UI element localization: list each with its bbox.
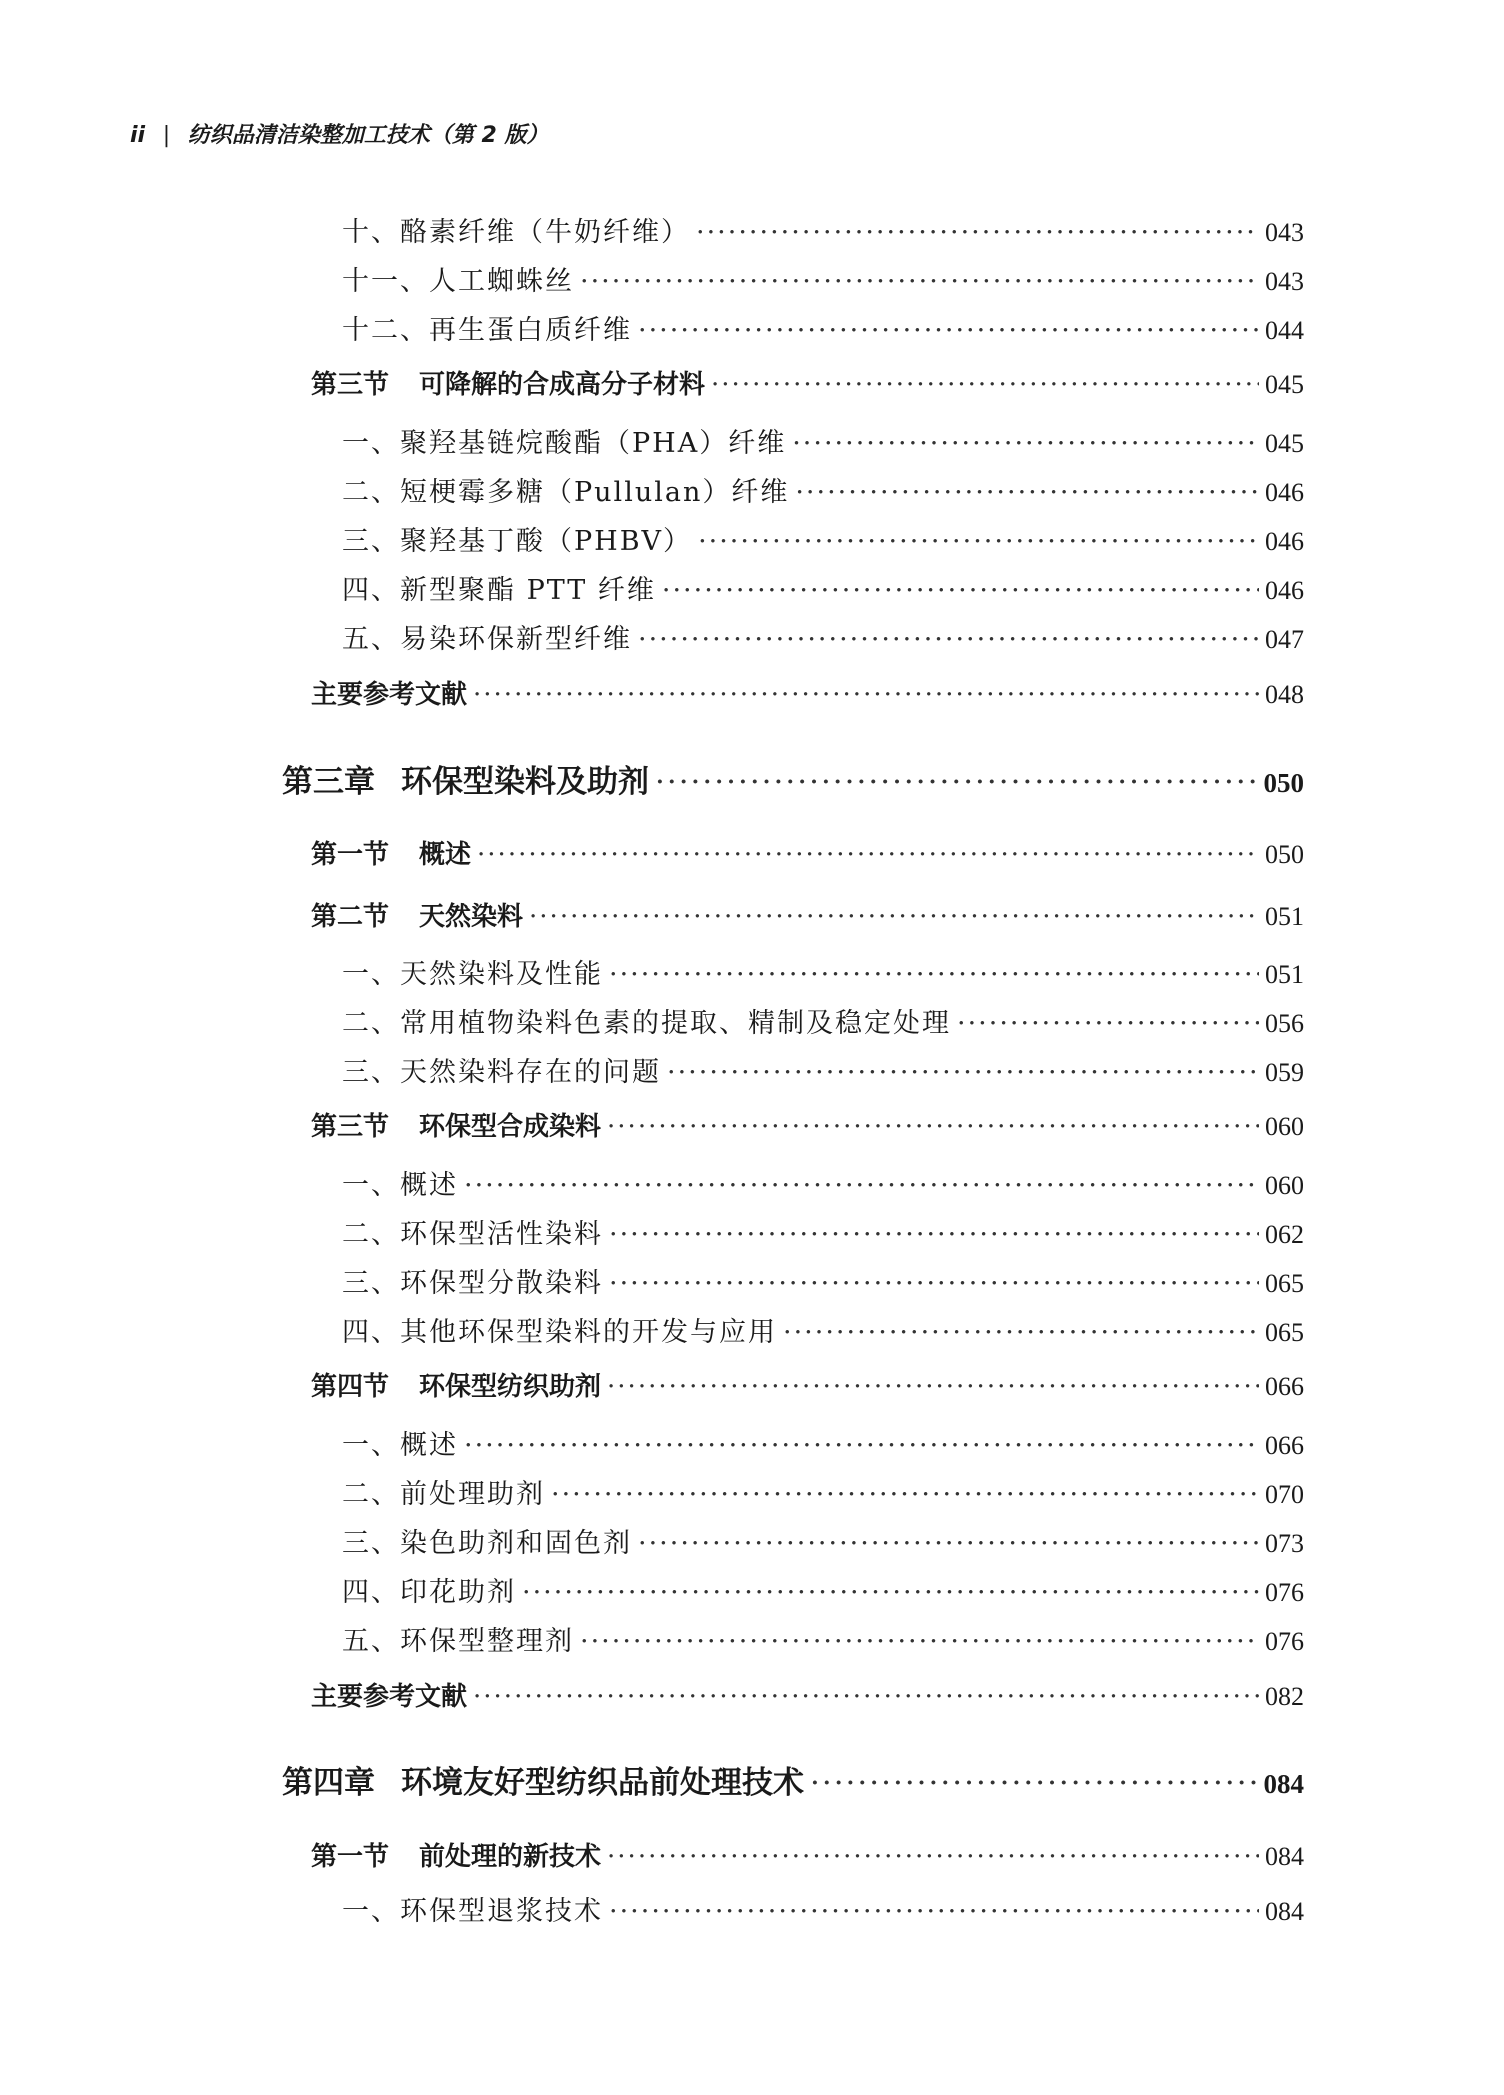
toc-page-number: 047: [1265, 625, 1304, 654]
toc-section-row: [311, 364, 1304, 401]
toc-page-number: 066: [1265, 1372, 1304, 1401]
dot-leader: [551, 1479, 1259, 1510]
dot-leader: [464, 1170, 1259, 1201]
toc-page-number: 059: [1265, 1058, 1304, 1087]
toc-entry-label: 五、易染环保新型纤维: [342, 624, 632, 655]
toc-entry-label: 一、环保型退浆技术: [342, 1896, 603, 1927]
toc-entry-label: 主要参考文献: [311, 1682, 468, 1712]
toc-entry-title: [311, 364, 705, 401]
toc-entry-label: 四、新型聚酯 PTT 纤维: [342, 575, 656, 606]
dot-leader: [667, 1057, 1259, 1088]
toc-item-row: [342, 1212, 1304, 1251]
toc-entry-title: [311, 896, 523, 933]
toc-entry-title: [342, 1889, 603, 1928]
section-number: 第二节: [311, 902, 390, 932]
dot-leader: [609, 1268, 1259, 1299]
toc-entry-label: 一、概述: [342, 1430, 458, 1461]
toc-entry-label: 四、印花助剂: [342, 1577, 516, 1608]
section-number: 第三节: [311, 370, 390, 400]
toc-entry-title: [342, 259, 574, 298]
toc-entry-label: 十、酪素纤维（牛奶纤维）: [342, 217, 690, 248]
toc-item-row: [342, 1472, 1304, 1511]
dot-leader: [580, 1626, 1259, 1657]
toc-entry-title: [311, 1676, 467, 1713]
toc-page-number: 050: [1265, 840, 1304, 869]
dot-leader: [696, 217, 1259, 248]
dot-leader: [580, 266, 1259, 297]
section-number: 第一节: [311, 1842, 390, 1872]
page-number: ii: [130, 123, 146, 148]
toc-entry-title: [342, 1001, 951, 1040]
dot-leader: [810, 1765, 1258, 1801]
toc-entry-title: [342, 308, 632, 347]
toc-entry-label: 二、环保型活性染料: [342, 1219, 603, 1250]
toc-page-number: 065: [1265, 1269, 1304, 1298]
toc-entry-label: 三、环保型分散染料: [342, 1268, 603, 1299]
toc-entry-title: [342, 1570, 516, 1609]
toc-page-number: 084: [1265, 1842, 1304, 1871]
toc-item-row: [342, 308, 1304, 347]
dot-leader: [609, 1219, 1259, 1250]
toc-entry-title: [311, 1836, 601, 1873]
dot-leader: [609, 959, 1259, 990]
toc-entry-label: 一、天然染料及性能: [342, 959, 603, 990]
toc-entry-label: 可降解的合成高分子材料: [419, 370, 706, 400]
toc-entry-title: [342, 421, 786, 460]
toc-chapter-row: [282, 1757, 1304, 1802]
toc-entry-label: 四、其他环保型染料的开发与应用: [342, 1317, 777, 1348]
toc-entry-label: 天然染料: [419, 902, 524, 932]
toc-entry-label: 环保型合成染料: [419, 1112, 602, 1142]
toc-item-row: [342, 617, 1304, 656]
toc-entry-title: [342, 1310, 777, 1349]
dot-leader: [607, 1372, 1259, 1402]
toc-entry-label: 二、短梗霉多糖（Pullulan）纤维: [342, 477, 790, 508]
toc-page-number: 066: [1265, 1431, 1304, 1460]
dot-leader: [522, 1577, 1259, 1608]
toc-section-row: [311, 834, 1304, 871]
toc-item-row: [342, 568, 1304, 607]
toc-entry-label: 主要参考文献: [311, 680, 468, 710]
toc-entry-label: 环境友好型纺织品前处理技术: [401, 1765, 804, 1801]
toc-page-number: 060: [1265, 1171, 1304, 1200]
chapter-number: 第三章: [282, 764, 375, 800]
dot-leader: [638, 624, 1259, 655]
dot-leader: [473, 1682, 1259, 1712]
header-separator: |: [162, 123, 171, 148]
toc-item-row: [342, 1423, 1304, 1462]
dot-leader: [795, 477, 1259, 508]
dot-leader: [711, 370, 1259, 400]
toc-entry-label: 三、染色助剂和固色剂: [342, 1528, 632, 1559]
section-number: 第一节: [311, 840, 390, 870]
toc-entry-label: 二、常用植物染料色素的提取、精制及稳定处理: [342, 1008, 951, 1039]
dot-leader: [638, 1528, 1259, 1559]
dot-leader: [957, 1008, 1259, 1039]
toc-page-number: 073: [1265, 1529, 1304, 1558]
toc-page-number: 051: [1265, 960, 1304, 989]
toc-item-row: [342, 1889, 1304, 1928]
book-title: 纺织品清洁染整加工技术（第 2 版）: [187, 123, 549, 148]
toc-item-row: [342, 1050, 1304, 1089]
toc-entry-title: [342, 1423, 458, 1462]
toc-entry-title: [311, 674, 467, 711]
toc-entry-label: 二、前处理助剂: [342, 1479, 545, 1510]
toc-entry-title: [342, 1050, 661, 1089]
toc-entry-title: [342, 568, 656, 607]
dot-leader: [655, 764, 1258, 800]
toc-item-row: [342, 210, 1304, 249]
toc-entry-title: [311, 1366, 601, 1403]
toc-entry-label: 环保型染料及助剂: [401, 764, 649, 800]
dot-leader: [792, 428, 1259, 459]
dot-leader: [638, 315, 1259, 346]
toc-item-row: [342, 421, 1304, 460]
toc-entry-label: 前处理的新技术: [419, 1842, 602, 1872]
toc-entry-label: 概述: [419, 840, 472, 870]
dot-leader: [698, 526, 1259, 557]
toc-page-number: 043: [1265, 267, 1304, 296]
toc-entry-label: 一、概述: [342, 1170, 458, 1201]
toc-page-number: 062: [1265, 1220, 1304, 1249]
toc-item-row: [342, 1310, 1304, 1349]
toc-item-row: [342, 1163, 1304, 1202]
toc-item-row: [342, 1619, 1304, 1658]
toc-page-number: 046: [1265, 478, 1304, 507]
dot-leader: [529, 902, 1259, 932]
toc-entry-title: [282, 1757, 804, 1802]
toc-page-number: 060: [1265, 1112, 1304, 1141]
toc-entry-title: [342, 210, 690, 249]
toc-entry-title: [342, 952, 603, 991]
toc-entry-title: [342, 1472, 545, 1511]
toc-page-number: 046: [1265, 576, 1304, 605]
toc-page-number: 076: [1265, 1578, 1304, 1607]
toc-section-row: [311, 1366, 1304, 1403]
toc-entry-label: 十二、再生蛋白质纤维: [342, 315, 632, 346]
toc-page-number: 044: [1265, 316, 1304, 345]
toc-page-number: 043: [1265, 218, 1304, 247]
toc-page-number: 045: [1265, 429, 1304, 458]
toc-page-number: 065: [1265, 1318, 1304, 1347]
toc-section-row: [311, 1106, 1304, 1143]
section-number: 第三节: [311, 1112, 390, 1142]
toc-item-row: [342, 1001, 1304, 1040]
section-number: 第四节: [311, 1372, 390, 1402]
toc-entry-title: [311, 1106, 601, 1143]
toc-item-row: [342, 519, 1304, 558]
toc-entry-title: [342, 1163, 458, 1202]
toc-entry-title: [342, 1521, 632, 1560]
toc-section-row: [311, 1836, 1304, 1873]
toc-page-number: 056: [1265, 1009, 1304, 1038]
toc-entry-label: 三、聚羟基丁酸（PHBV）: [342, 526, 693, 557]
toc-item-row: [342, 1570, 1304, 1609]
dot-leader: [662, 575, 1259, 606]
toc-page-number: 048: [1265, 680, 1304, 709]
dot-leader: [477, 840, 1259, 870]
toc-entry-title: [342, 1619, 574, 1658]
toc-entry-title: [342, 470, 789, 509]
toc-page-number: 051: [1265, 902, 1304, 931]
toc-entry-label: 一、聚羟基链烷酸酯（PHA）纤维: [342, 428, 787, 459]
toc-entry-label: 环保型纺织助剂: [419, 1372, 602, 1402]
toc-page-number: 045: [1265, 370, 1304, 399]
toc-page-number: 084: [1263, 1769, 1304, 1799]
toc-chapter-row: [282, 756, 1304, 801]
toc-entry-title: [342, 617, 632, 656]
dot-leader: [607, 1112, 1259, 1142]
toc-page-number: 084: [1265, 1897, 1304, 1926]
dot-leader: [464, 1430, 1259, 1461]
toc-entry-title: [342, 1261, 603, 1300]
dot-leader: [607, 1842, 1259, 1872]
toc-entry-label: 五、环保型整理剂: [342, 1626, 574, 1657]
toc-item-row: [342, 259, 1304, 298]
toc-section-row: [311, 1676, 1304, 1713]
toc-page-number: 076: [1265, 1627, 1304, 1656]
toc-item-row: [342, 952, 1304, 991]
chapter-number: 第四章: [282, 1765, 375, 1801]
toc-entry-title: [311, 834, 471, 871]
dot-leader: [609, 1896, 1259, 1927]
toc-section-row: [311, 896, 1304, 933]
toc-page-number: 050: [1263, 768, 1304, 798]
dot-leader: [783, 1317, 1259, 1348]
toc-entry-title: [342, 1212, 603, 1251]
toc-entry-label: 三、天然染料存在的问题: [342, 1057, 661, 1088]
toc-item-row: [342, 1261, 1304, 1300]
dot-leader: [473, 680, 1259, 710]
toc-page-number: 070: [1265, 1480, 1304, 1509]
toc-entry-title: [342, 519, 692, 558]
toc-item-row: [342, 470, 1304, 509]
toc-entry-label: 十一、人工蜘蛛丝: [342, 266, 574, 297]
toc-section-row: [311, 674, 1304, 711]
toc-item-row: [342, 1521, 1304, 1560]
toc-page-number: 082: [1265, 1682, 1304, 1711]
toc-page-number: 046: [1265, 527, 1304, 556]
toc-entry-title: [282, 756, 649, 801]
